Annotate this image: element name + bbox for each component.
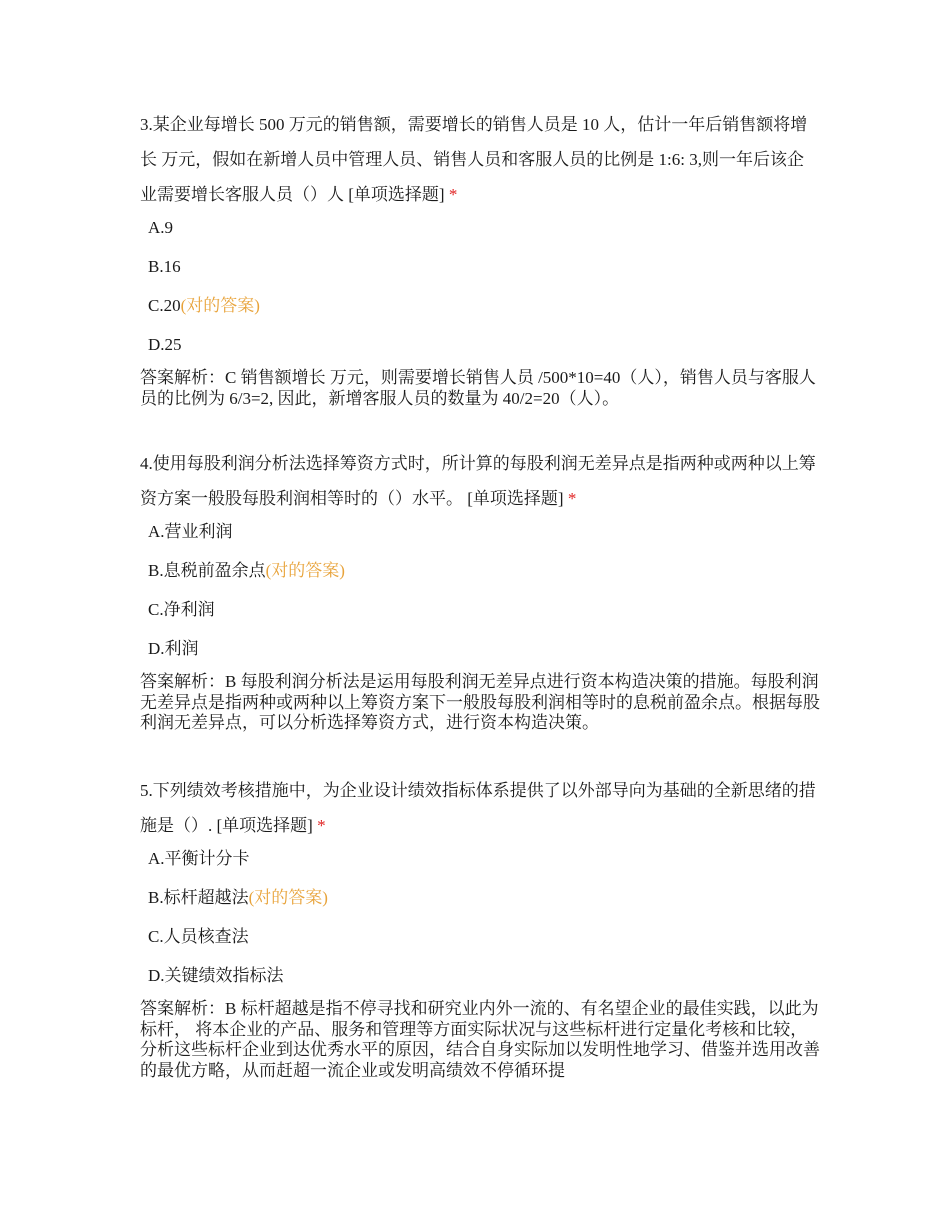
question-title: 3.某企业每增长 500 万元的销售额，需要增长的销售人员是 10 人，估计一年后销售额将增长 万元，假如在新增人员中管理人员、销售人员和客服人员的比例是 1:6: 3,则一年后该企业需要增长客服人员（）人 [单项选择题] * [140,115,808,204]
option-d[interactable]: D.关键绩效指标法 [148,966,284,985]
option-a[interactable]: A.9 [148,218,174,237]
question-4 [140,446,820,734]
option-d[interactable]: D.25 [148,335,182,354]
question-5 [140,773,820,1081]
required-asterisk: * [567,489,577,508]
option-c[interactable]: C.净利润 [148,600,215,619]
option-a[interactable]: A.平衡计分卡 [148,849,250,868]
correct-answer-marker: (对的答案) [180,296,260,315]
option-c[interactable]: C.人员核查法 [148,927,249,946]
question-3 [140,107,820,409]
required-asterisk: * [448,185,458,204]
answer-analysis: 答案解析：B 每股利润分析法是运用每股利润无差异点进行资本构造决策的措施。每股利润无差异点是指两种或两种以上筹资方案下一般股每股利润相等时的息税前盈余点。根据每股利润无差异点，可以分析选择筹资方式，进行资本构造决策。 [140,672,820,732]
answer-analysis: 答案解析：B 标杆超越是指不停寻找和研究业内外一流的、有名望企业的最佳实践，以此为标杆， 将本企业的产品、服务和管理等方面实际状况与这些标杆进行定量化考核和比较，分析这些标杆企业到达优秀水平的原因，结合自身实际加以发明性地学习、借鉴并选用改善的最优方略，从而赶超一流企业或发明高绩效不停循环提 [140,999,820,1080]
option-list [148,522,820,678]
correct-answer-marker: (对的答案) [248,888,328,907]
option-a[interactable]: A.营业利润 [148,522,233,541]
option-c[interactable]: C.20(对的答案) [148,296,260,315]
option-d[interactable]: D.利润 [148,639,199,658]
question-title: 4.使用每股利润分析法选择筹资方式时，所计算的每股利润无差异点是指两种或两种以上筹资方案一般股每股利润相等时的（）水平。 [单项选择题] * [140,454,816,508]
answer-analysis: 答案解析：C 销售额增长 万元，则需要增长销售人员 /500*10=40（人），销售人员与客服人员的比例为 6/3=2, 因此，新增客服人员的数量为 40/2=20（人）。 [140,368,816,408]
option-b[interactable]: B.息税前盈余点(对的答案) [148,561,345,580]
option-b[interactable]: B.标杆超越法(对的答案) [148,888,328,907]
option-list [148,218,820,374]
question-title: 5.下列绩效考核措施中，为企业设计绩效指标体系提供了以外部导向为基础的全新思绪的措施是（）. [单项选择题] * [140,781,816,835]
option-b[interactable]: B.16 [148,257,181,276]
required-asterisk: * [317,816,326,835]
correct-answer-marker: (对的答案) [265,561,345,580]
option-list [148,849,820,1005]
